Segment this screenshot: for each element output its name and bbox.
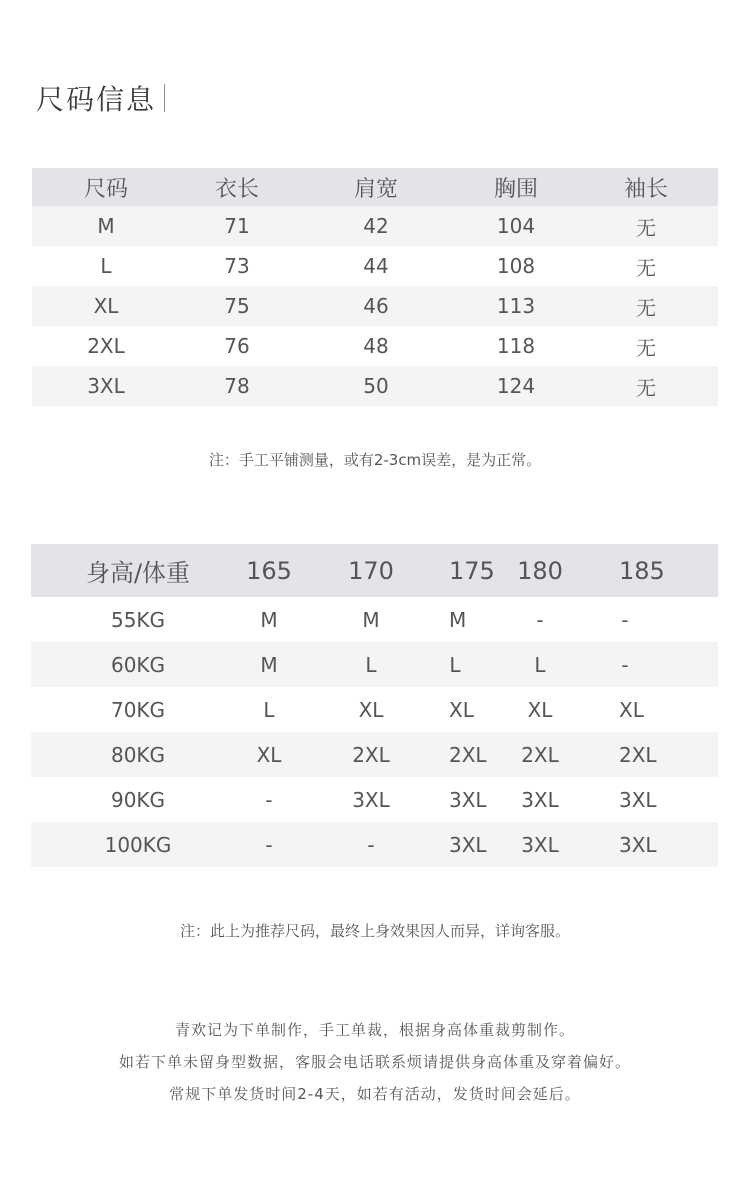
table-row (31, 642, 718, 687)
cell: 3XL (521, 832, 559, 857)
recommend-table (31, 544, 718, 867)
cell: 3XL (449, 787, 487, 812)
table-row (32, 206, 718, 246)
footer-line: 常规下单发货时间2-4天，如若有活动，发货时间会延后。 (169, 1085, 581, 1103)
cell: 3XL (352, 787, 390, 812)
table-row (31, 687, 718, 732)
cell: 76 (224, 334, 250, 358)
header-sleeve: 袖长 (623, 176, 668, 202)
header-chest: 胸围 (493, 176, 538, 202)
cell: 80KG (110, 742, 166, 767)
table-row (32, 286, 718, 326)
header-180: 180 (517, 556, 563, 585)
cell: 48 (363, 334, 389, 358)
cell: M (362, 607, 380, 632)
cell: 3XL (87, 374, 125, 398)
cell: 78 (224, 374, 250, 398)
cell: 118 (496, 334, 536, 358)
page-title (36, 78, 165, 118)
header-165: 165 (246, 556, 292, 585)
cell: - (265, 787, 273, 812)
header-size: 尺码 (83, 176, 128, 202)
table-row (31, 732, 718, 777)
header-170: 170 (348, 556, 394, 585)
cell: 55KG (110, 607, 166, 632)
cell: 90KG (110, 787, 166, 812)
footer-line: 青欢记为下单制作，手工单裁，根据身高体重裁剪制作。 (174, 1021, 575, 1039)
size-table-header (32, 168, 718, 206)
measure-note: 注：手工平铺测量，或有2-3cm误差，是为正常。 (208, 451, 542, 469)
cell: L (534, 652, 546, 677)
cell: L (449, 652, 461, 677)
recommend-table-header (31, 544, 718, 597)
cell: 104 (496, 214, 536, 238)
cell: 75 (224, 294, 250, 318)
page-title-text: 尺码信息 (36, 83, 157, 116)
cell: - (621, 607, 629, 632)
cell: 2XL (87, 334, 125, 358)
table-row (32, 246, 718, 286)
cell: M (449, 607, 467, 632)
header-shoulder: 肩宽 (353, 176, 398, 202)
cell: 无 (636, 255, 656, 280)
table-row (32, 366, 718, 406)
cell: 71 (224, 214, 250, 238)
cell: 113 (496, 294, 536, 318)
table-row (31, 822, 718, 867)
header-length: 衣长 (214, 176, 259, 202)
cell: XL (358, 697, 384, 722)
cell: 124 (496, 374, 536, 398)
cell: M (260, 652, 278, 677)
cell: 无 (636, 215, 656, 240)
cell: 44 (363, 254, 389, 278)
cell: 无 (636, 335, 656, 360)
cell: XL (256, 742, 282, 767)
cell: L (100, 254, 112, 278)
table-row (32, 326, 718, 366)
cell: 2XL (619, 742, 657, 767)
cell: 3XL (619, 832, 657, 857)
cell: XL (619, 697, 644, 722)
header-185: 185 (619, 556, 665, 585)
cell: - (265, 832, 273, 857)
cell: - (621, 652, 629, 677)
cell: 108 (496, 254, 536, 278)
table-row (31, 777, 718, 822)
cell: 42 (363, 214, 389, 238)
cell: 2XL (449, 742, 487, 767)
table-row (31, 597, 718, 642)
cell: L (365, 652, 377, 677)
cell: M (97, 214, 115, 238)
recommend-note: 注：此上为推荐尺码，最终上身效果因人而异，详询客服。 (179, 922, 570, 940)
cell: 70KG (110, 697, 166, 722)
cell: - (367, 832, 375, 857)
cell: 60KG (110, 652, 166, 677)
cell: 无 (636, 295, 656, 320)
cell: 3XL (449, 832, 487, 857)
header-175: 175 (449, 556, 495, 585)
cell: 73 (224, 254, 250, 278)
cell: 100KG (104, 832, 172, 857)
cell: 3XL (521, 787, 559, 812)
cell: M (260, 607, 278, 632)
size-table (32, 168, 718, 406)
cell: XL (527, 697, 553, 722)
cell: 50 (363, 374, 389, 398)
header-height-weight: 身高/体重 (85, 559, 191, 587)
cell: 无 (636, 375, 656, 400)
cell: 46 (363, 294, 389, 318)
cell: 2XL (352, 742, 390, 767)
footer-line: 如若下单未留身型数据，客服会电话联系烦请提供身高体重及穿着偏好。 (118, 1053, 631, 1071)
title-divider (164, 84, 165, 112)
cell: - (536, 607, 544, 632)
cell: 3XL (619, 787, 657, 812)
cell: XL (449, 697, 474, 722)
cell: 2XL (521, 742, 559, 767)
cell: L (263, 697, 275, 722)
cell: XL (93, 294, 119, 318)
